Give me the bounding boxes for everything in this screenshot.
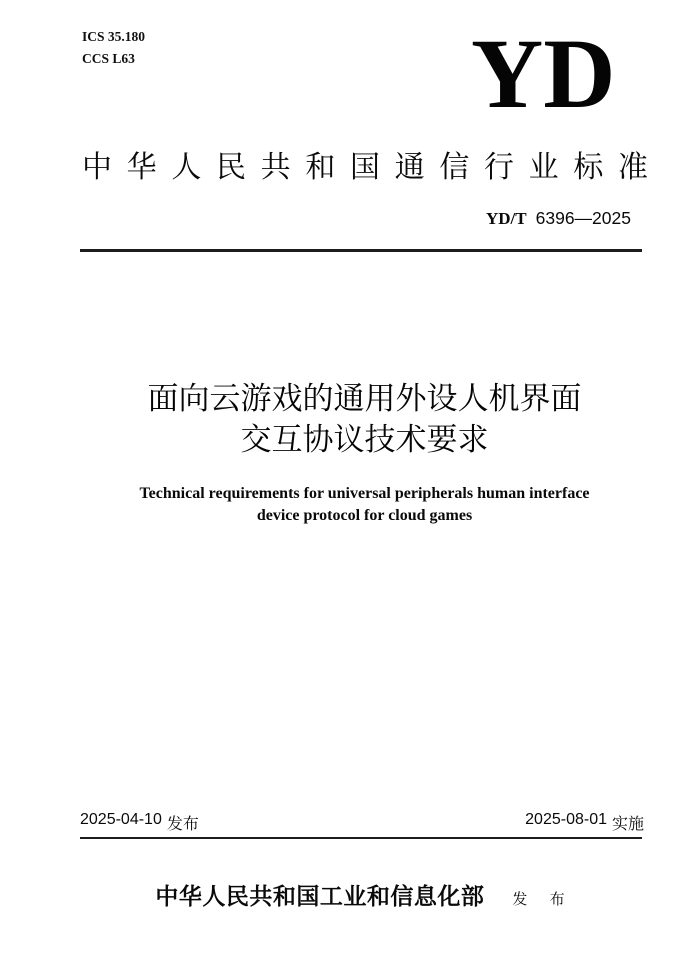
issue-date-item	[80, 811, 199, 834]
publisher-name: 中华人民共和国工业和信息化部	[155, 884, 485, 909]
yd-logo: YD	[471, 18, 616, 129]
standard-number-value: 6396—2025	[535, 208, 631, 228]
standard-banner-title: 中华人民共和国通信行业标准	[82, 151, 648, 184]
standard-number	[486, 208, 631, 229]
implementation-date-item	[525, 811, 644, 834]
chinese-title-line1: 面向云游戏的通用外设人机界面	[147, 381, 582, 416]
english-title-line1: Technical requirements for universal peripherals human interface	[139, 485, 590, 502]
dates-row	[80, 811, 644, 834]
standard-number-prefix: YD/T	[486, 209, 527, 228]
implementation-date: 2025-08-01	[525, 811, 607, 828]
implementation-date-label: 实施	[611, 816, 644, 833]
publish-action-label: 发 布	[512, 891, 574, 908]
publisher-row	[62, 878, 667, 911]
issue-date: 2025-04-10	[80, 811, 162, 828]
classification-codes	[82, 26, 145, 70]
chinese-title	[62, 378, 667, 460]
chinese-title-line2: 交互协议技术要求	[240, 422, 489, 457]
footer-divider-rule	[80, 837, 642, 839]
issue-date-label: 发布	[166, 816, 199, 833]
ics-code: ICS 35.180	[82, 29, 146, 44]
english-title	[62, 483, 667, 526]
header-divider-rule	[80, 249, 642, 252]
english-title-line2: device protocol for cloud games	[256, 506, 473, 524]
ccs-code: CCS L63	[82, 51, 135, 66]
